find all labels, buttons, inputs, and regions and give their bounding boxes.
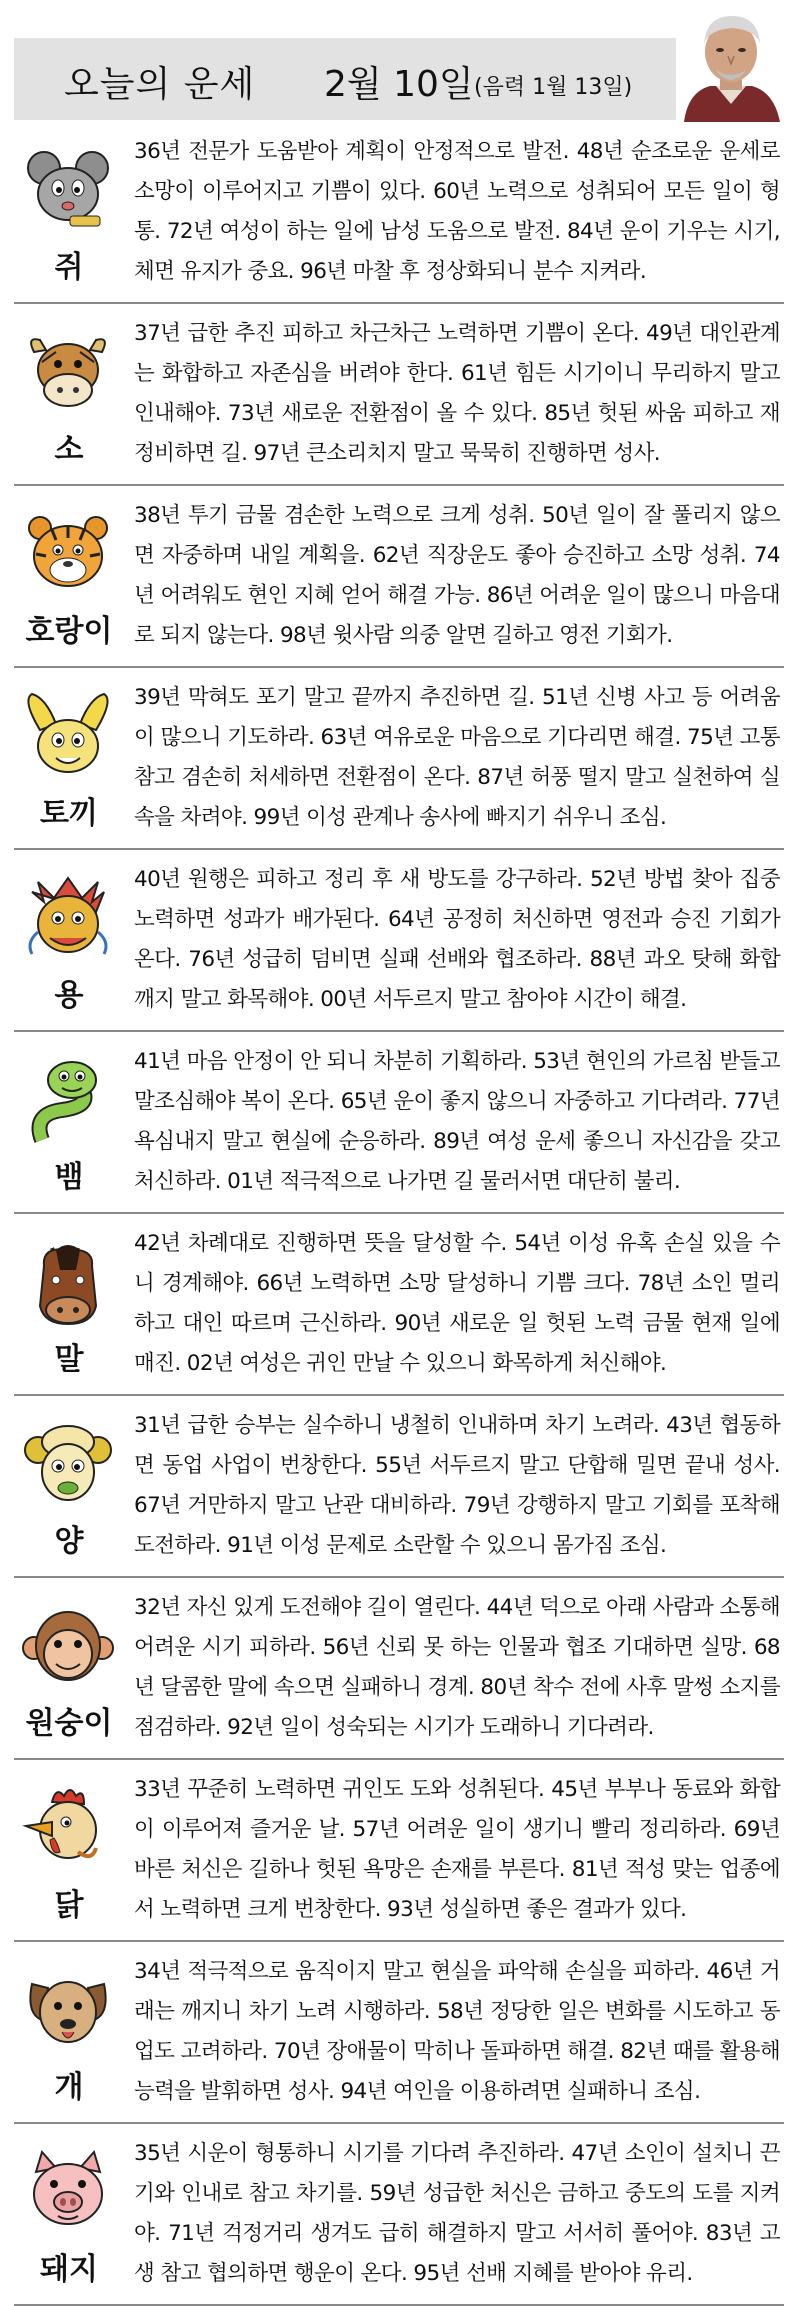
fortune-text: 34년 적극적으로 움직이지 말고 현실을 파악해 손실을 피하라. 46년 거래는 깨지니 차기 노려 시행하라. 58년 정당한 일은 변화를 시도하고 동업도 고려하라. 70년 장애물이 막히나 돌파하면 해결. 82년 때를 활용해 능력을 발휘하면 성사. 94년 여인을 이용하려면 실패하니 조심. — [134, 1959, 780, 2104]
zodiac-name: 호랑이 — [25, 614, 113, 649]
fortune-text: 41년 마음 안정이 안 되니 차분히 기획하라. 53년 현인의 가르침 받들고 말조심해야 복이 온다. 65년 운이 좋지 않으니 자중하고 기다려라. 77년 욕심내지 말고 현실에 순응하라. 89년 여성 운세 좋으니 자신감을 갖고 처신하라. 01년 적극적으로 나가면 길 물러서면 대단히 불리. — [134, 1049, 780, 1194]
page-header — [14, 38, 784, 120]
monkey-icon — [22, 1600, 114, 1692]
zodiac-name: 토끼 — [40, 796, 98, 831]
tiger-icon — [22, 508, 114, 600]
dog-icon — [22, 1964, 114, 2056]
solar-date: 2월 10일 — [324, 64, 474, 105]
zodiac-row — [14, 304, 784, 486]
fortune-text: 32년 자신 있게 도전해야 길이 열린다. 44년 덕으로 아래 사람과 소통해 어려운 시기 피하라. 56년 신뢰 못 하는 인물과 협조 기대하면 실망. 68년 달콤한 말에 속으면 실패하니 경계. 80년 착수 전에 사후 말썽 소지를 점검하라. 92년 일이 성숙되는 시기가 도래하니 기다려라. — [134, 1595, 780, 1740]
ox-icon — [22, 326, 114, 418]
rooster-icon — [22, 1782, 114, 1874]
fortune-text: 31년 급한 승부는 실수하니 냉철히 인내하며 차기 노려라. 43년 협동하면 동업 사업이 번창한다. 55년 서두르지 말고 단합해 밀면 끝내 성사. 67년 거만하지 말고 난관 대비하라. 79년 강행하지 말고 기회를 포착해 도전하라. 91년 이성 문제로 소란할 수 있으니 몸가짐 조심. — [134, 1413, 780, 1558]
author-portrait — [676, 4, 786, 122]
rat-icon — [22, 144, 114, 236]
zodiac-row — [14, 668, 784, 850]
zodiac-name: 양 — [54, 1524, 84, 1559]
zodiac-row — [14, 122, 784, 304]
fortune-text: 37년 급한 추진 피하고 차근차근 노력하면 기쁨이 온다. 49년 대인관계는 화합하고 자존심을 버려야 한다. 61년 힘든 시기이니 무리하지 말고 인내해야. 73년 새로운 전환점이 올 수 있다. 85년 헛된 싸움 피하고 재정비하면 길. 97년 큰소리치지 말고 묵묵히 진행하면 성사. — [134, 321, 780, 466]
fortune-text: 33년 꾸준히 노력하면 귀인도 도와 성취된다. 45년 부부나 동료와 화합이 이루어져 즐거운 날. 57년 어려운 일이 생기니 빨리 정리하라. 69년 바른 처신은 길하나 헛된 욕망은 손재를 부른다. 81년 적성 맞는 업종에서 노력하면 크게 번창한다. 93년 성실하면 좋은 결과가 있다. — [134, 1777, 780, 1922]
zodiac-name: 소 — [54, 432, 84, 467]
fortune-text: 42년 차례대로 진행하면 뜻을 달성할 수. 54년 이성 유혹 손실 있을 수니 경계해야. 66년 노력하면 소망 달성하니 기쁨 크다. 78년 소인 멀리하고 대인 따르며 근신하라. 90년 새로운 일 헛된 노력 금물 현재 일에 매진. 02년 여성은 귀인 만날 수 있으니 화목하게 처신해야. — [134, 1231, 780, 1376]
fortune-text: 39년 막혀도 포기 말고 끝까지 추진하면 길. 51년 신병 사고 등 어려움이 많으니 기도하라. 63년 여유로운 마음으로 기다리면 해결. 75년 고통 참고 겸손히 처세하면 전환점이 온다. 87년 허풍 떨지 말고 실천하여 실속을 차려야. 99년 이성 관계나 송사에 빠지기 쉬우니 조심. — [134, 685, 780, 830]
zodiac-row — [14, 1578, 784, 1760]
sheep-icon — [22, 1418, 114, 1510]
zodiac-name: 원숭이 — [25, 1706, 113, 1741]
rabbit-icon — [22, 690, 114, 782]
snake-icon — [22, 1054, 114, 1146]
zodiac-row — [14, 1942, 784, 2124]
page-title: 오늘의 운세 — [64, 64, 256, 105]
zodiac-row — [14, 1214, 784, 1396]
dragon-icon — [22, 872, 114, 964]
fortune-text: 38년 투기 금물 겸손한 노력으로 크게 성취. 50년 일이 잘 풀리지 않으면 자중하며 내일 계획을. 62년 직장운도 좋아 승진하고 소망 성취. 74년 어려워도 현인 지혜 얻어 해결 가능. 86년 어려운 일이 많으니 마음대로 되지 않는다. 98년 윗사람 의중 알면 길하고 영전 기회가. — [134, 503, 780, 648]
zodiac-name: 개 — [54, 2070, 84, 2105]
horse-icon — [22, 1236, 114, 1328]
zodiac-name: 닭 — [54, 1888, 84, 1923]
zodiac-name: 뱀 — [54, 1160, 84, 1195]
zodiac-name: 용 — [54, 978, 84, 1013]
zodiac-name: 말 — [54, 1342, 84, 1377]
zodiac-row — [14, 850, 784, 1032]
zodiac-name: 쥐 — [54, 250, 84, 285]
fortune-text: 35년 시운이 형통하니 시기를 기다려 추진하라. 47년 소인이 설치니 끈기와 인내로 참고 차기를. 59년 성급한 처신은 금하고 중도의 도를 지켜야. 71년 걱정거리 생겨도 급히 해결하지 말고 서서히 풀어야. 83년 고생 참고 협의하면 행운이 온다. 95년 선배 지혜를 받아야 유리. — [134, 2141, 780, 2286]
fortune-text: 40년 원행은 피하고 정리 후 새 방도를 강구하라. 52년 방법 찾아 집중 노력하면 성과가 배가된다. 64년 공정히 처신하면 영전과 승진 기회가 온다. 76년 성급히 덤비면 실패 선배와 협조하라. 88년 과오 탓해 화합 깨지 말고 화목해야. 00년 서두르지 말고 참아야 시간이 해결. — [134, 867, 780, 1012]
zodiac-row — [14, 1032, 784, 1214]
zodiac-row — [14, 1760, 784, 1942]
zodiac-row — [14, 2124, 784, 2306]
fortune-text: 36년 전문가 도움받아 계획이 안정적으로 발전. 48년 순조로운 운세로 소망이 이루어지고 기쁨이 있다. 60년 노력으로 성취되어 모든 일이 형통. 72년 여성이 하는 일에 남성 도움으로 발전. 84년 운이 기우는 시기, 체면 유지가 중요. 96년 마찰 후 정상화되니 분수 지켜라. — [134, 139, 780, 284]
zodiac-row — [14, 1396, 784, 1578]
lunar-date: (음력 1월 13일) — [474, 75, 633, 100]
zodiac-row — [14, 486, 784, 668]
pig-icon — [22, 2146, 114, 2238]
zodiac-name: 돼지 — [40, 2252, 98, 2287]
